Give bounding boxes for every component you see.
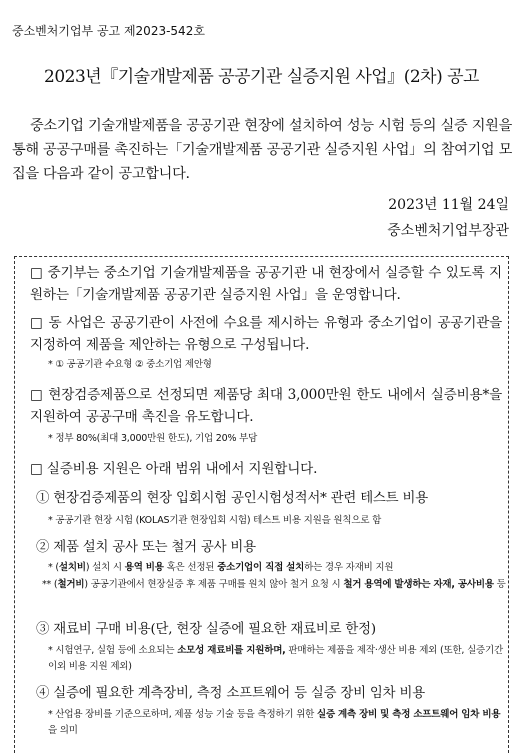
item-2: □ 동 사업은 공공기관이 사전에 수요를 제시하는 유형과 중소기업이 공공기관을 지정하여 제품을 제안하는 유형으로 구성됩니다. (30, 315, 502, 353)
sub-item-1: ① 현장검증제품의 현장 입회시험 공인시험성적서* 관련 테스트 비용 (36, 491, 428, 506)
sub-item-4: ④ 실증에 필요한 계측장비, 측정 소프트웨어 등 실증 장비 임차 비용 (36, 686, 425, 701)
sub-item-2-note-1: * (설치비) 설치 시 용역 비용 혹은 선정된 중소기업이 직접 설치하는 경우 자재비 지원 (48, 562, 394, 573)
notice-date: 2023년 11월 24일 (388, 197, 509, 213)
sub-item-3: ③ 재료비 구매 비용(단, 현장 실증에 필요한 재료비로 한정) (36, 622, 376, 637)
sub-item-2-note-2: ** (철거비) 공공기관에서 현장실증 후 제품 구매를 원치 않아 철거 요청 시 철거 용역에 발생하는 자재, 공사비용 등 (42, 579, 506, 590)
sub-item-2: ② 제품 설치 공사 또는 철거 공사 비용 (36, 540, 256, 555)
sub-item-1-note: * 공공기관 현장 시험 (KOLAS기관 현장입회 시험) 테스트 비용 지원을 원칙으로 함 (48, 515, 382, 526)
notice-number: 중소벤처기업부 공고 제2023-542호 (12, 24, 205, 38)
item-1: □ 중기부는 중소기업 기술개발제품을 공공기관 내 현장에서 실증할 수 있도록 지원하는「기술개발제품 공공기관 실증지원 사업」을 운영합니다. (30, 265, 502, 303)
intro-paragraph: 중소기업 기술개발제품을 공공기관 현장에 설치하여 성능 시험 등의 실증 지원을 통해 공공구매를 촉진하는「기술개발제품 공공기관 실증지원 사업」의 참여기업 모집을 다음과 같이 공고합니다. (12, 118, 512, 182)
item-4: □ 실증비용 지원은 아래 범위 내에서 지원합니다. (30, 461, 318, 477)
page-title: 2023년『기술개발제품 공공기관 실증지원 사업』(2차) 공고 (44, 67, 479, 87)
sub-item-4-note: * 산업용 장비를 기준으로하며, 제품 성능 기술 등을 측정하기 위한 실증 계측 장비 및 측정 소프트웨어 임차 비용을 의미 (48, 709, 501, 736)
issuing-organization: 중소벤처기업부장관 (387, 223, 509, 239)
sub-item-3-note: * 시험연구, 실험 등에 소요되는 소모성 재료비를 지원하며, 판매하는 제품을 제작·생산 비용 제외 (또한, 실증기간 이외 비용 지원 제외) (48, 645, 503, 672)
item-3-note: * 정부 80%(최대 3,000만원 한도), 기업 20% 부담 (48, 433, 258, 444)
item-2-note: * ① 공공기관 수요형 ② 중소기업 제안형 (48, 359, 212, 370)
item-3: □ 현장검증제품으로 선정되면 제품당 최대 3,000만원 한도 내에서 실증비용*을 지원하여 공공구매 촉진을 유도합니다. (30, 387, 502, 425)
